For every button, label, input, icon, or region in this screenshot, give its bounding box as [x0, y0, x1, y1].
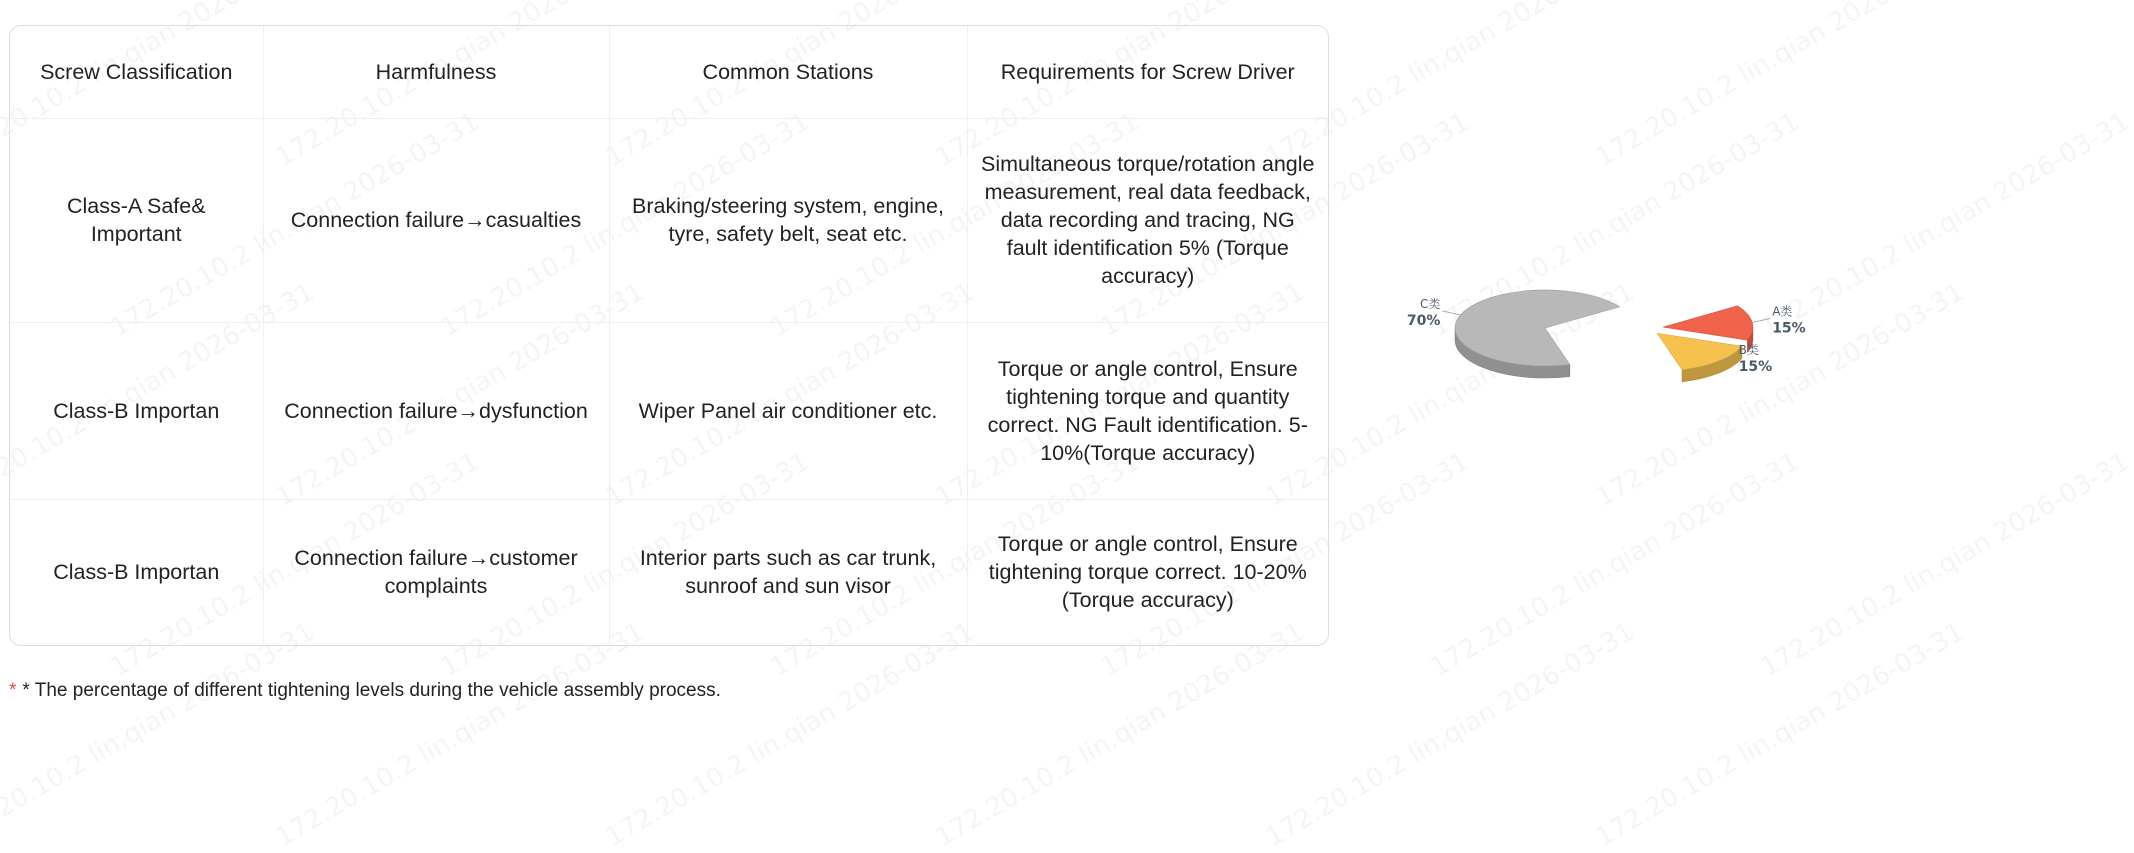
tightening-level-pie-chart [1406, 270, 1806, 410]
cell-stations: Wiper Panel air conditioner etc. [609, 322, 967, 499]
cell-stations: Braking/steering system, engine, tyre, safety belt, seat etc. [609, 118, 967, 322]
column-header-harmfulness: Harmfulness [263, 26, 609, 118]
cell-classification: Class-A Safe& Important [10, 118, 263, 322]
watermark-text [1756, 447, 2134, 683]
table-row [10, 499, 1328, 645]
cell-classification: Class-B Importan [10, 322, 263, 499]
table-row [10, 322, 1328, 499]
watermark-text [0, 617, 319, 853]
cell-harmfulness: Connection failure→customer complaints [263, 499, 609, 645]
watermark-text [601, 617, 980, 853]
screw-classification-table [10, 26, 1328, 645]
column-header-stations: Common Stations [609, 26, 967, 118]
pie-slice-c [1455, 290, 1620, 366]
table-header-row [10, 26, 1328, 118]
cell-requirements: Simultaneous torque/rotation angle measurement, real data feedback, data recording and tracing, NG fault identification 5% (Torque accuracy) [967, 118, 1328, 322]
watermark-text [1591, 617, 1970, 853]
cell-harmfulness: Connection failure→casualties [263, 118, 609, 322]
footnote-text: * The percentage of different tightening levels during the vehicle assembly process. [22, 680, 721, 701]
column-header-requirements: Requirements for Screw Driver [967, 26, 1328, 118]
pie-leader-line-c [1442, 311, 1460, 315]
pie-label-b: B类 [1738, 343, 1759, 358]
pie-slice-a [1663, 306, 1753, 340]
screw-classification-table-card [9, 25, 1329, 646]
pie-value-label-c: 70% [1406, 313, 1441, 330]
watermark-text [1261, 617, 1640, 853]
watermark-text [1756, 107, 2134, 343]
cell-requirements: Torque or angle control, Ensure tightening torque and quantity correct. NG Fault identification. 5-10%(Torque accuracy) [967, 322, 1328, 499]
cell-requirements: Torque or angle control, Ensure tightening torque correct. 10-20%(Torque accuracy) [988, 532, 1307, 613]
pie-label-a: A类 [1772, 304, 1793, 319]
watermark-text [271, 617, 650, 853]
pie-leader-line-a [1752, 318, 1770, 322]
footnote-asterisk: * [9, 680, 17, 701]
watermark-text [931, 617, 1310, 853]
column-header-classification: Screw Classification [10, 26, 263, 118]
cell-classification: Class-B Importan [10, 499, 263, 645]
pie-label-c: C类 [1420, 297, 1441, 312]
pie-value-label-a: 15% [1772, 320, 1806, 337]
footnote [9, 680, 721, 702]
watermark-text [1591, 0, 1970, 173]
cell-stations: Interior parts such as car trunk, sunroof and sun visor [609, 499, 967, 645]
table-row [10, 118, 1328, 322]
watermark-text [1426, 447, 1805, 683]
cell-harmfulness: Connection failure→dysfunction [263, 322, 609, 499]
pie-value-label-b: 15% [1738, 359, 1773, 376]
